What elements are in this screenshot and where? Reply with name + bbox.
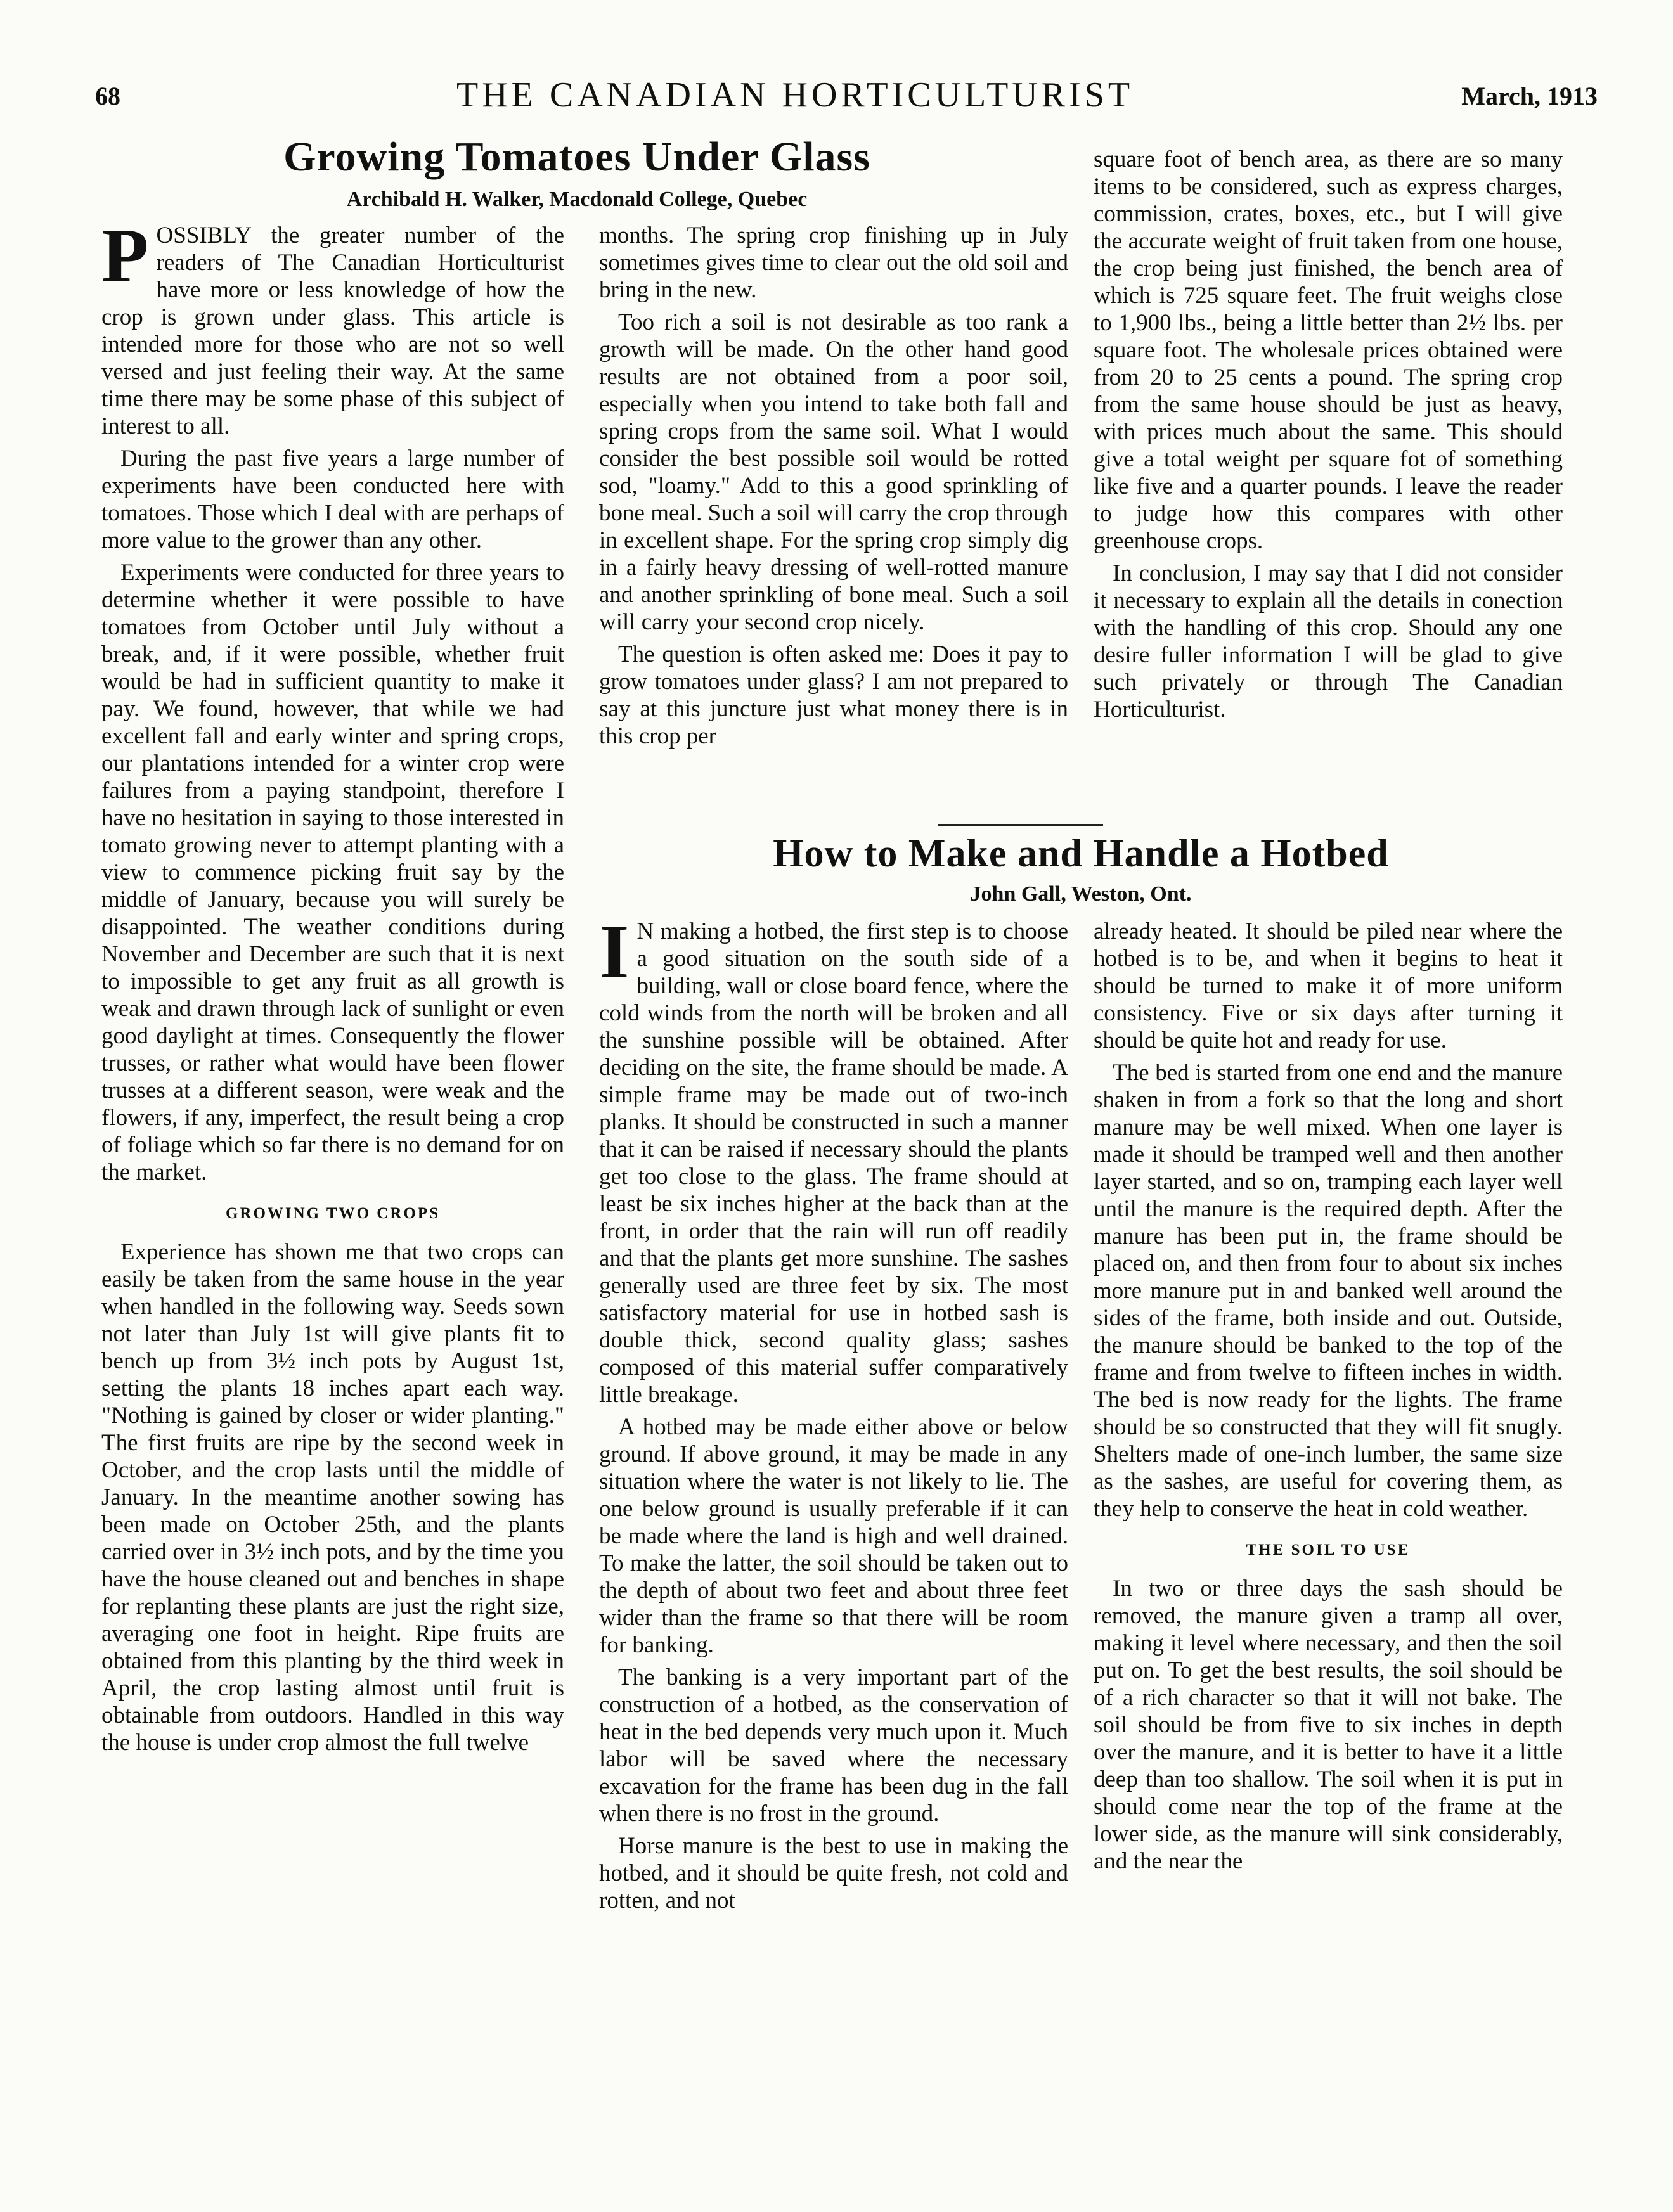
page-header — [95, 75, 1598, 125]
article2-column-2 — [599, 909, 1068, 1919]
article1-paragraph-9: In conclusion, I may say that I did not consider it necessary to explain all the details in conection with the handling of this crop. Should any one desire fuller information I will be glad to give such privately or through The Canadian Horticulturist. — [1094, 560, 1563, 723]
article1-paragraph-5: months. The spring crop finishing up in July sometimes gives time to clear out the old soil and bring in the new. — [599, 222, 1068, 303]
article2-paragraph-7: In two or three days the sash should be removed, the manure given a tramp all over, making it level where necessary, and then the soil put on. To get the best results, the soil should be of a rich character so that it will not bake. The soil should be from five to six inches in depth over the manure, and it is better to have it a little deep than too shallow. The soil when it is put in should come near the top of the frame at the lower side, as the manure will sink considerably, and the near the — [1094, 1576, 1563, 1874]
article1-title: Growing Tomatoes Under Glass — [283, 134, 870, 180]
article1-paragraph-8: square foot of bench area, as there are so many items to be considered, such as express charges, commission, crates, boxes, etc., but I will give the accurate weight of fruit taken from one house, the crop being just finished, the bench area of which is 725 square feet. The fruit weighs close to 1,900 lbs., being a little better than 2½ lbs. per square foot. The wholesale prices obtained were from 20 to 25 cents a pound. The spring crop from the same house should be just as heavy, with prices much about the same. This should give a total weight per square fot of something like five and a quarter pounds. I leave the reader to judge how this compares with other greenhouse crops. — [1094, 146, 1563, 554]
article2-paragraph-4: Horse manure is the best to use in making the hotbed, and it should be quite fresh, not cold and rotten, and not — [599, 1833, 1068, 1913]
drop-cap: I — [599, 909, 630, 994]
article1-column-3 — [1094, 146, 1563, 728]
article2-paragraph-6: The bed is started from one end and the manure shaken in from a fork so that the long and short manure may be well mixed. When one layer is made it should be tramped well and then another layer started, and so on, tramping each layer well until the manure is the required depth. After the manure has been put in, the frame should be placed on, and then from four to about six inches more manure put in and banked well around the sides of the frame, both inside and out. Outside, the manure should be banked to the top of the frame and from twelve to fifteen inches in width. The bed is now ready for the lights. The frame should be so constructed that they will fit snugly. Shelters made of one-inch lumber, the same size as the sashes, are useful for covering them, as they help to conserve the heat in cold weather. — [1094, 1060, 1563, 1522]
article1-paragraph-6: Too rich a soil is not desirable as too rank a growth will be made. On the other hand good results are not obtained from a poor soil, especially when you intend to take both fall and spring crops from the same soil. What I would consider the best possible soil would be rotted sod, "loamy." Add to this a good sprinkling of bone meal. Such a soil will carry the crop through in excellent shape. For the spring crop simply dig in a fairly heavy dressing of well-rotted manure and another sprinkling of bone meal. Such a soil will carry your second crop nicely. — [599, 309, 1068, 635]
article2-title: How to Make and Handle a Hotbed — [773, 832, 1389, 875]
section-subhead: GROWING TWO CROPS — [225, 1205, 441, 1222]
article1-column-2 — [599, 222, 1068, 755]
article2-paragraph-2: A hotbed may be made either above or below ground. If above ground, it may be made in any situation where the water is not likely to lie. The one below ground is usually preferable if it can be made where the land is high and well drained. To make the latter, the soil should be taken out to the depth of about two feet and about three feet wider than the frame so that there will be room for banking. — [599, 1414, 1068, 1658]
issue-date: March, 1913 — [1461, 82, 1598, 110]
article2-paragraph-3: The banking is a very important part of the construction of a hotbed, as the conservation of heat in the bed depends very much upon it. Much labor will be saved where the necessary excavation for the frame has been dug in the fall when there is no frost in the ground. — [599, 1664, 1068, 1827]
article1-paragraph-3: Experiments were conducted for three years to determine whether it were possible to have tomatoes from October until July without a break, and, if it were possible, whether fruit would be had in sufficient quantity to make it pay. We found, however, that while we had excellent fall and early winter and spring crops, our plantations intended for a winter crop were failures from a paying standpoint, therefore I have no hesitation in saying to those interested in tomato growing never to attempt planting with a view to commence picking fruit say by the middle of January, because you will surely be disappointed. The weather conditions during November and December are such that it is next to impossible to get any fruit as all growth is weak and drawn through lack of sunlight or even good daylight at times. Consequently the flower trusses, or rather what would have been flower trusses at a different season, were weak and the flowers, if any, imperfect, the result being a crop of foliage which so far there is no demand for on the market. — [101, 560, 564, 1185]
article2-column-3 — [1094, 918, 1563, 1880]
page-number: 68 — [95, 82, 120, 110]
section-subhead: THE SOIL TO USE — [1246, 1541, 1411, 1559]
magazine-title: THE CANADIAN HORTICULTURIST — [456, 75, 1134, 115]
article2-paragraph-5: already heated. It should be piled near where the hotbed is to be, and when it begins to heat it should be turned to make it of more uniform consistency. Five or six days after turning it should be quite hot and ready for use. — [1094, 918, 1563, 1053]
article1-paragraph-2: During the past five years a large number of experiments have been conducted here with tomatoes. Those which I deal with are perhaps of more value to the grower than any other. — [101, 446, 564, 553]
article1-paragraph-7: The question is often asked me: Does it pay to grow tomatoes under glass? I am not prepared to say at this juncture just what money there is in this crop per — [599, 641, 1068, 749]
article1-paragraph-4: Experience has shown me that two crops can easily be taken from the same house in the year when handled in the following way. Seeds sown not later than July 1st will give plants fit to bench up from 3½ inch pots by August 1st, setting the plants 18 inches apart each way. "Nothing is gained by closer or wider planting." The first fruits are ripe by the second week in October, and the crop lasts until the middle of January. In the meantime another sowing has been made on October 25th, and the plants carried over in 3½ inch pots, and by the time you have the house cleaned out and benches in shape for replanting these plants are just the right size, averaging one foot in height. Ripe fruits are obtained from this planting by the third week in April, the crop lasting almost until fruit is obtainable from outdoors. Handled in this way the house is under crop almost the full twelve — [101, 1239, 564, 1756]
article2-byline: John Gall, Weston, Ont. — [970, 882, 1192, 906]
section-divider — [938, 824, 1103, 826]
article1-column-1 — [101, 213, 564, 1761]
article2-paragraph-1: I N making a hotbed, the first step is to choose a good situation on the south side of a building, wall or close board fence, where the cold winds from the north will be broken and all the sunshine possible will be obtained. After deciding on the site, the frame should be made. A simple frame may be made out of two-inch planks. It should be constructed in such a manner that it can be raised if necessary should the plants get too close to the glass. The frame should at least be six inches higher at the back than at the front, in order that the rain will run off readily and that the plants get more sunshine. The sashes generally used are three feet by six. The most satisfactory material for use in hotbed sash is double thick, second quality glass; sashes composed of this material suffer comparatively little breakage. — [599, 909, 1068, 1408]
article1-byline: Archibald H. Walker, Macdonald College, Quebec — [346, 188, 808, 211]
drop-cap: P — [101, 213, 149, 299]
article1-paragraph-1: POSSIBLY the greater number of the readers of The Canadian Horticulturist have more or less knowledge of how the crop is grown under glass. This article is intended more for those who are not so well versed and just feeling their way. At the same time there may be some phase of this subject of interest to all. — [101, 213, 564, 439]
